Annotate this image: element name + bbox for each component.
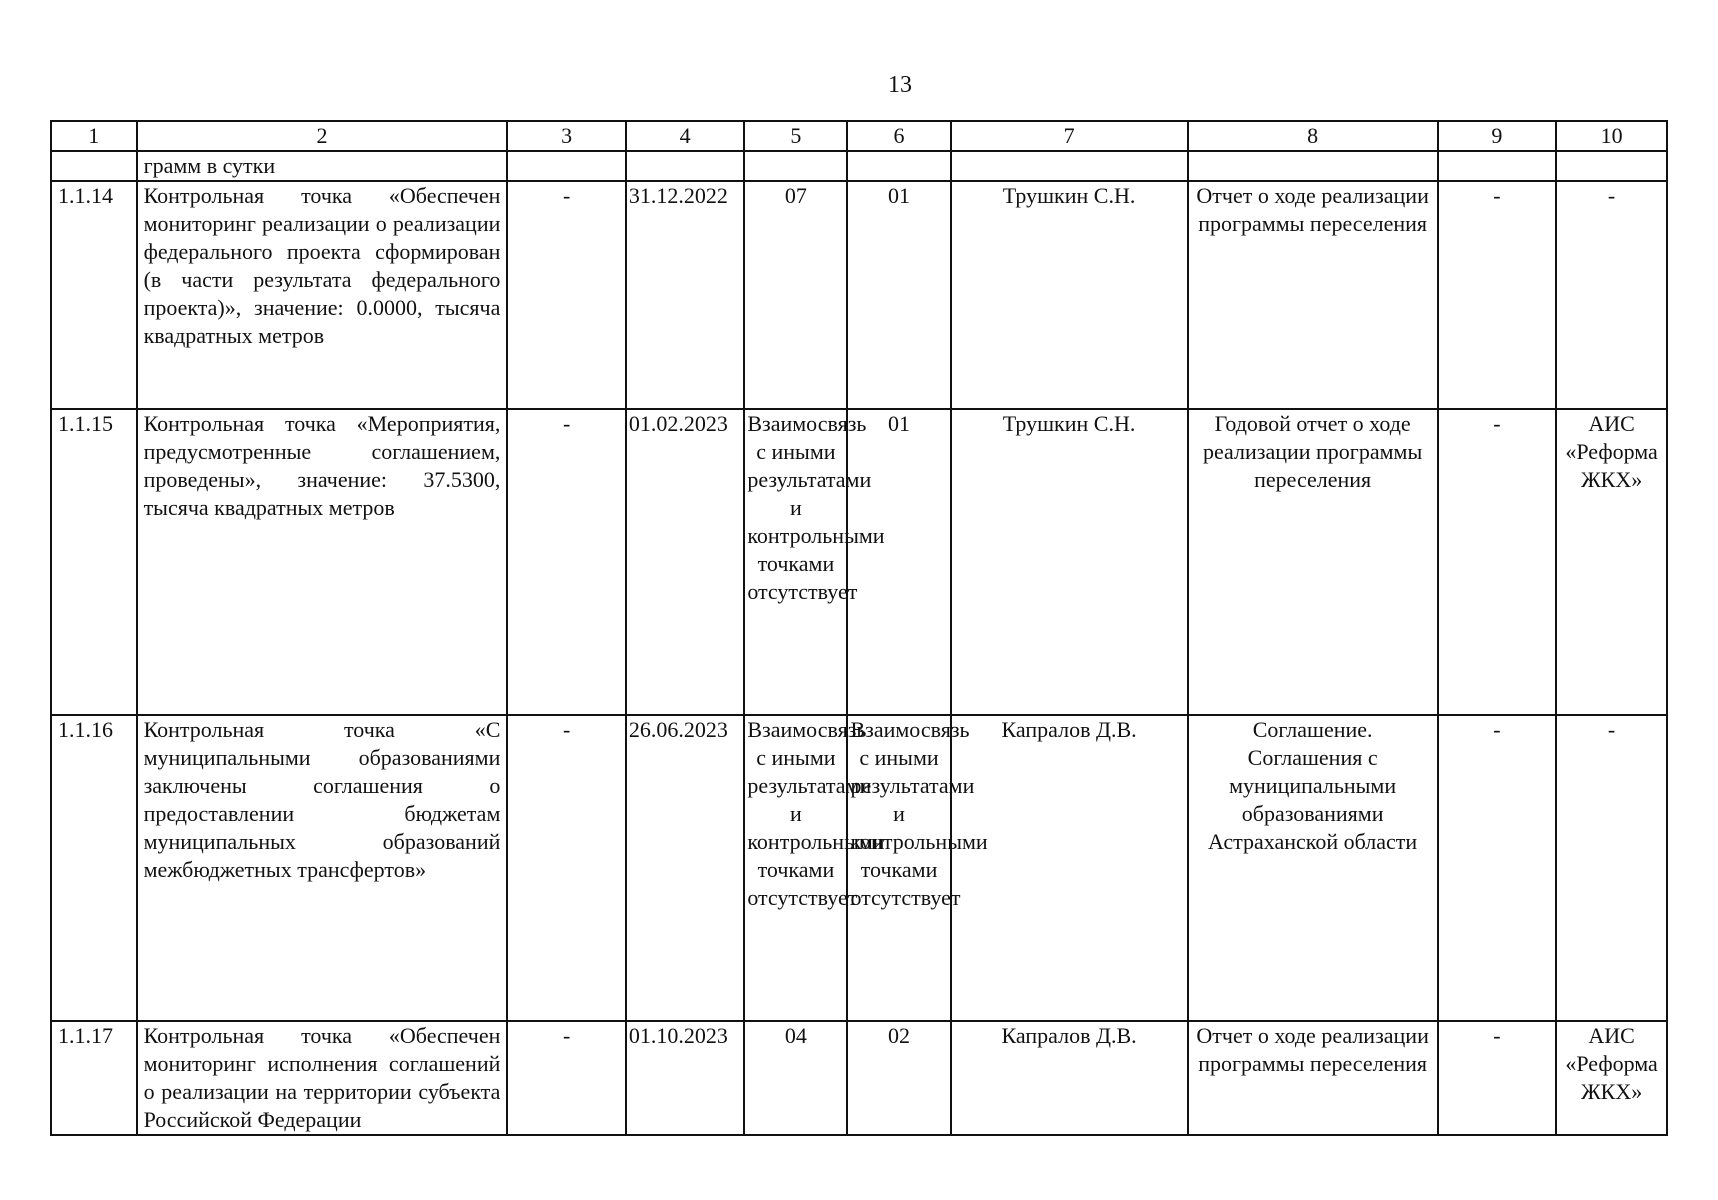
row-date [626,151,744,181]
column-header: 2 [137,121,508,151]
row-col10: АИС «Реформа ЖКХ» [1556,1021,1667,1135]
row-description: грамм в сутки [137,151,508,181]
row-col3: - [507,181,625,409]
column-header: 3 [507,121,625,151]
row-responsible: Трушкин С.Н. [951,181,1188,409]
row-description: Контрольная точка «С муниципальными образованиями заключены соглашения о предоставлении бюджетам муниципальных образований межбюджетных трансфертов» [137,715,508,1021]
column-header: 7 [951,121,1188,151]
row-number: 1.1.17 [51,1021,137,1135]
table-row [51,181,1667,409]
row-date: 01.02.2023 [626,409,744,715]
row-responsible [951,151,1188,181]
row-col9: - [1438,409,1556,715]
row-col9: - [1438,1021,1556,1135]
row-col5: 07 [744,181,847,409]
row-col6: Взаимосвязь с иными результатами и контрольными точками отсутствует [847,715,950,1021]
row-col5: 04 [744,1021,847,1135]
row-col5 [744,151,847,181]
row-col6: 01 [847,409,950,715]
row-number: 1.1.14 [51,181,137,409]
column-header: 4 [626,121,744,151]
row-date: 26.06.2023 [626,715,744,1021]
row-col5: Взаимосвязь с иными результатами и контрольными точками отсутствует [744,715,847,1021]
column-header: 5 [744,121,847,151]
row-col9: - [1438,181,1556,409]
row-document: Соглашение. Соглашения с муниципальными образованиями Астраханской области [1188,715,1438,1021]
row-date: 01.10.2023 [626,1021,744,1135]
row-number: 1.1.15 [51,409,137,715]
row-document [1188,151,1438,181]
column-header: 10 [1556,121,1667,151]
row-col10: - [1556,715,1667,1021]
row-col3: - [507,1021,625,1135]
table-row [51,409,1667,715]
row-col9 [1438,151,1556,181]
column-numbers-row [51,121,1667,151]
table-row [51,715,1667,1021]
column-header: 6 [847,121,950,151]
row-col3: - [507,715,625,1021]
row-col3: - [507,409,625,715]
row-col5: Взаимосвязь с иными результатами и контрольными точками отсутствует [744,409,847,715]
row-document: Отчет о ходе реализации программы переселения [1188,1021,1438,1135]
table-row [51,151,1667,181]
column-header: 1 [51,121,137,151]
row-document: Годовой отчет о ходе реализации программы переселения [1188,409,1438,715]
row-responsible: Капралов Д.В. [951,1021,1188,1135]
row-description: Контрольная точка «Мероприятия, предусмотренные соглашением, проведены», значение: 37.5300, тысяча квадратных метров [137,409,508,715]
plan-table [50,120,1668,1136]
column-header: 9 [1438,121,1556,151]
row-description: Контрольная точка «Обеспечен мониторинг исполнения соглашений о реализации на территории субъекта Российской Федерации [137,1021,508,1135]
row-col6 [847,151,950,181]
row-description: Контрольная точка «Обеспечен мониторинг реализации о реализации федерального проекта сформирован (в части результата федерального проекта)», значение: 0.0000, тысяча квадратных метров [137,181,508,409]
row-col9: - [1438,715,1556,1021]
row-col10: АИС «Реформа ЖКХ» [1556,409,1667,715]
row-document: Отчет о ходе реализации программы переселения [1188,181,1438,409]
row-responsible: Трушкин С.Н. [951,409,1188,715]
row-col10 [1556,151,1667,181]
page-number: 13 [888,72,912,98]
table-row [51,1021,1667,1135]
row-date: 31.12.2022 [626,181,744,409]
row-responsible: Капралов Д.В. [951,715,1188,1021]
row-col6: 01 [847,181,950,409]
column-header: 8 [1188,121,1438,151]
row-number: 1.1.16 [51,715,137,1021]
row-col10: - [1556,181,1667,409]
row-col3 [507,151,625,181]
row-col6: 02 [847,1021,950,1135]
row-number [51,151,137,181]
